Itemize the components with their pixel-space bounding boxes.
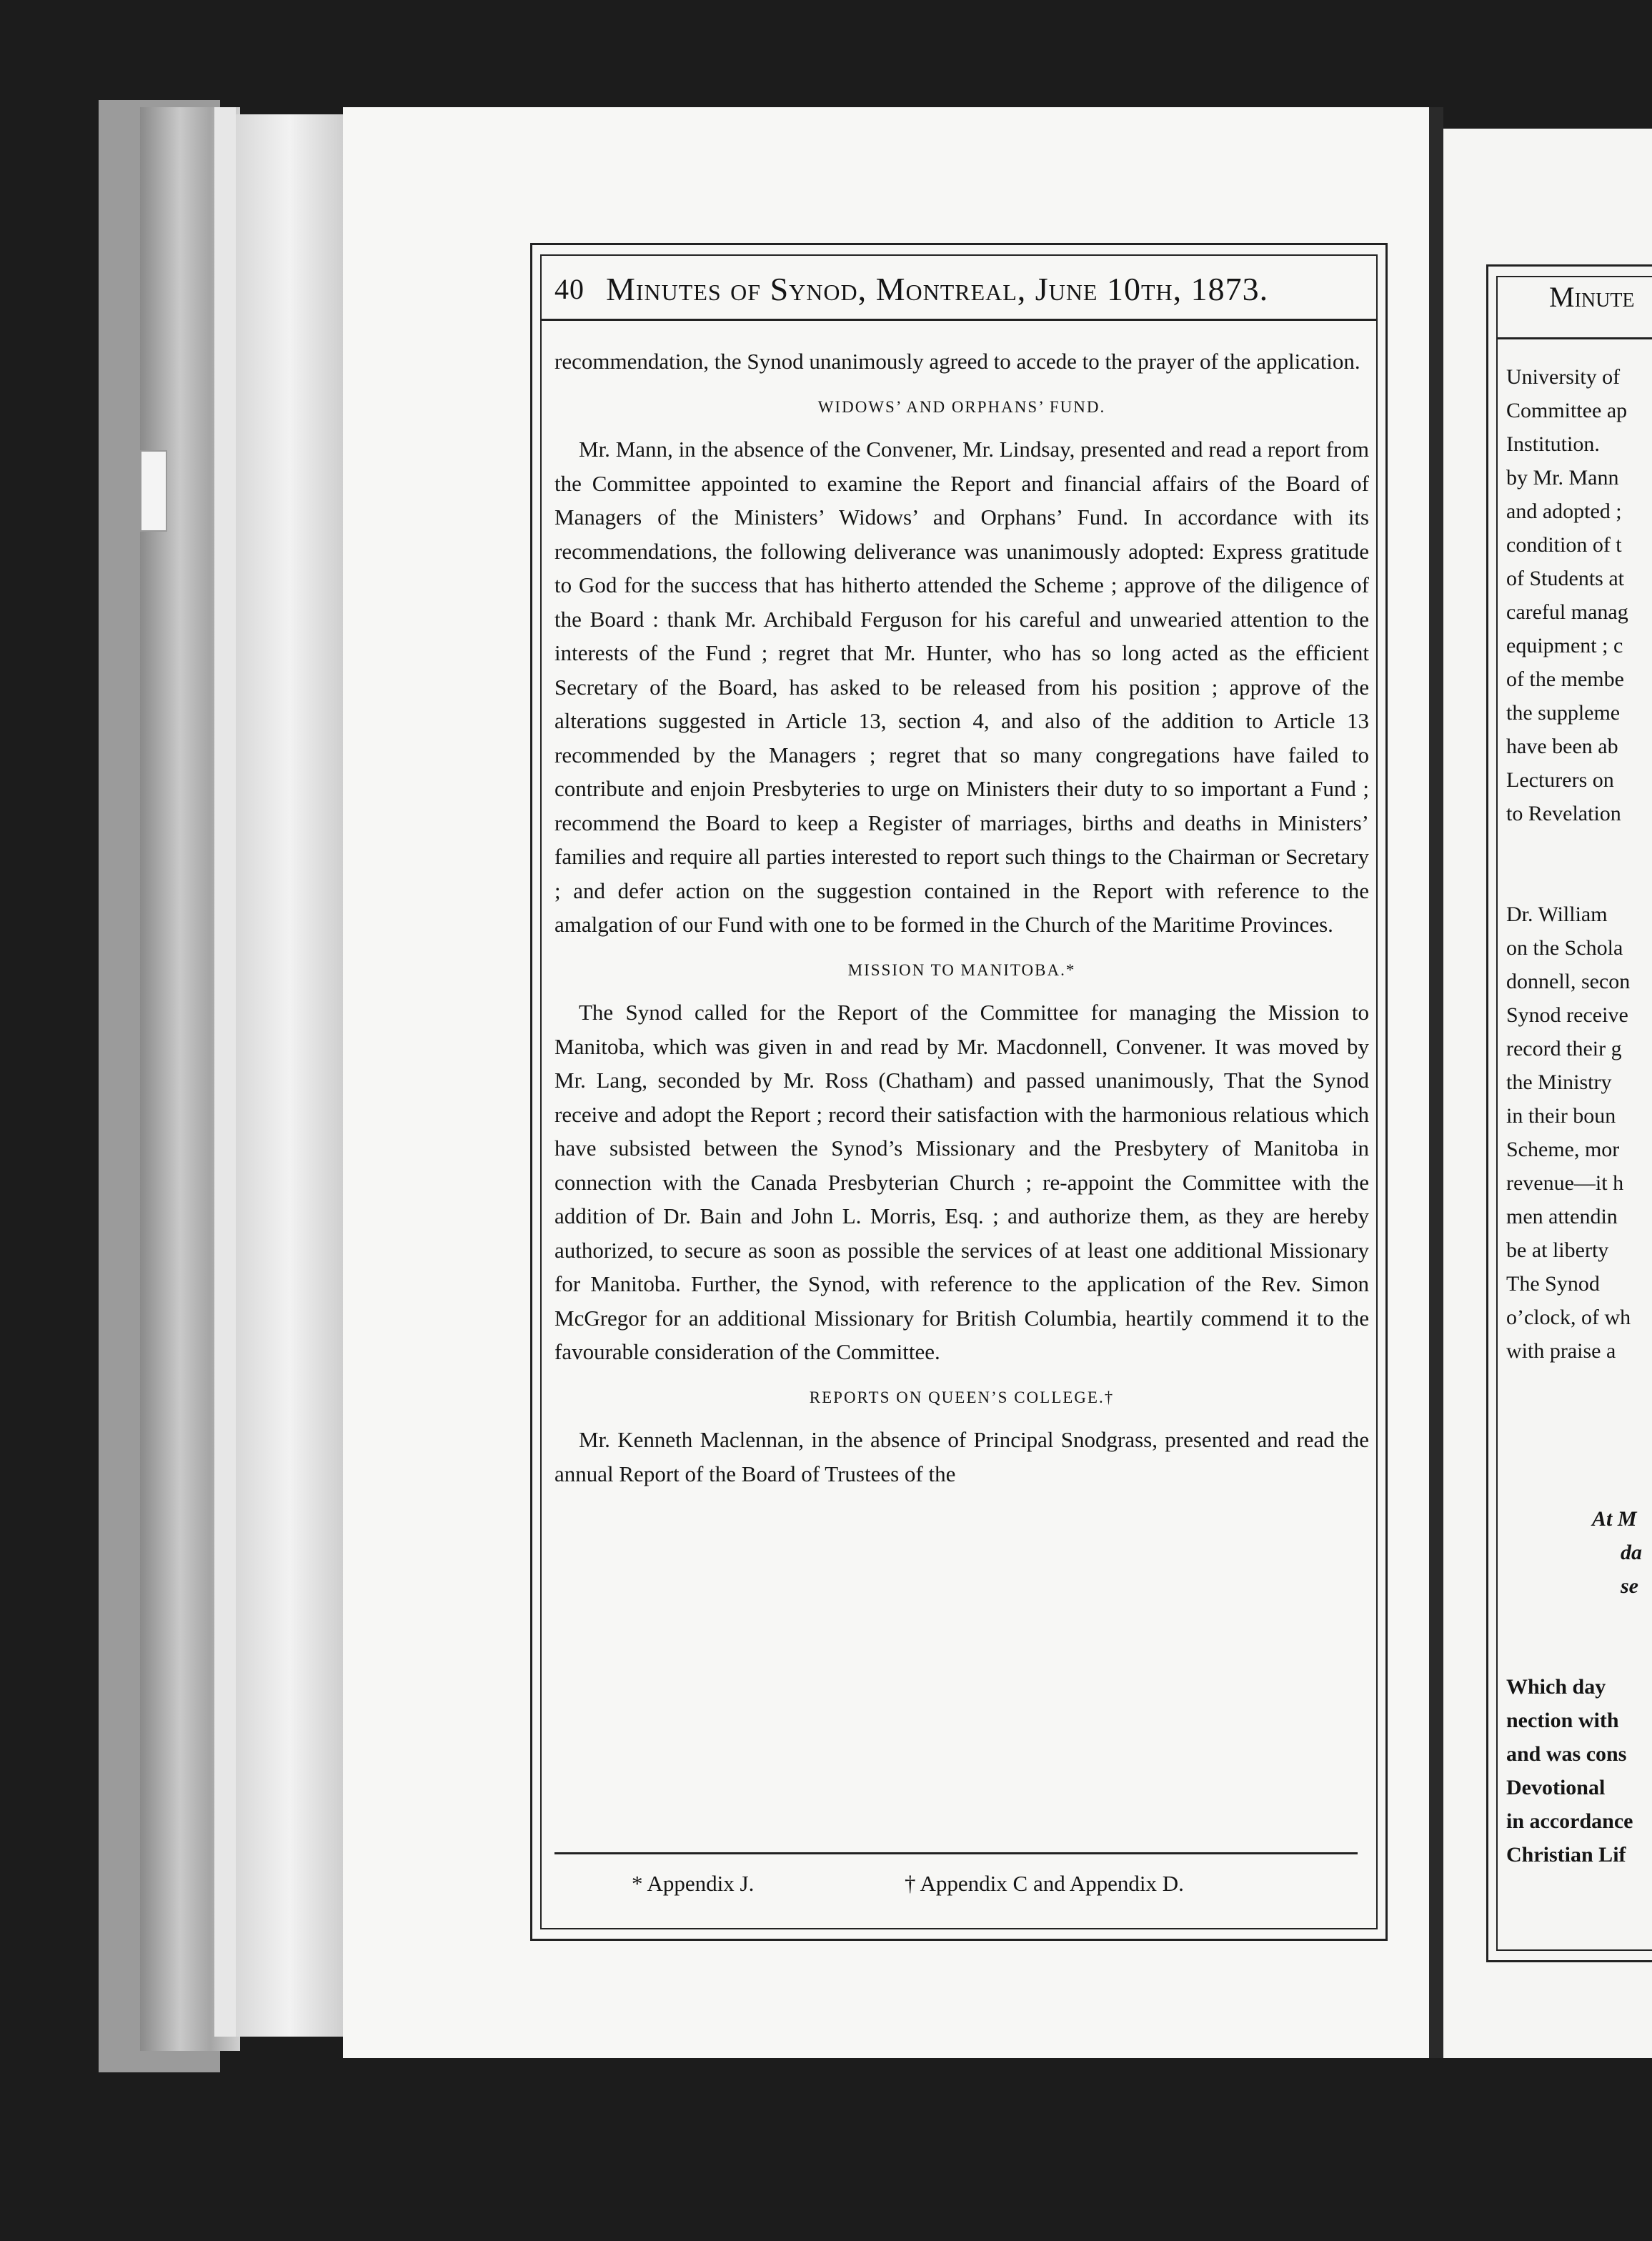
text-line: record their g (1506, 1037, 1622, 1060)
paragraph: recommendation, the Synod unanimously agreed to accede to the prayer of the application. (554, 349, 1360, 374)
page-gutter (1429, 107, 1443, 2058)
section-heading: REPORTS ON QUEEN’S COLLEGE.† (809, 1388, 1115, 1406)
adjacent-page-header: Minute (1549, 281, 1635, 313)
section-heading: MISSION TO MANITOBA.* (847, 960, 1076, 979)
page-number: 40 (554, 272, 584, 305)
text-line: by Mr. Mann (1506, 466, 1619, 490)
text-line: Which day (1506, 1675, 1606, 1699)
text-line: Lecturers on (1506, 768, 1614, 792)
footnote: * Appendix J. (632, 1871, 755, 1896)
text-line: men attendin (1506, 1205, 1618, 1228)
text-line: da (1621, 1541, 1642, 1564)
text-line: o’clock, of wh (1506, 1306, 1631, 1329)
text-line: Christian Lif (1506, 1843, 1626, 1867)
section-heading: WIDOWS’ AND ORPHANS’ FUND. (817, 397, 1106, 416)
text-line: of Students at (1506, 567, 1624, 590)
text-line: University of (1506, 365, 1621, 389)
running-header (554, 269, 1366, 309)
text-line: be at liberty (1506, 1238, 1609, 1262)
header-title: Minutes of Synod, Montreal, June 10th, 1873. (606, 270, 1269, 307)
text-line: se (1621, 1574, 1638, 1598)
text-line: of the membe (1506, 667, 1624, 691)
text-line: donnell, secon (1506, 970, 1631, 993)
text-line: revenue—it h (1506, 1171, 1624, 1195)
text-line: nection with (1506, 1709, 1619, 1732)
text-line: with praise a (1506, 1339, 1616, 1363)
text-line: on the Schola (1506, 936, 1623, 960)
text-line: Scheme, mor (1506, 1138, 1620, 1161)
text-line: Committee ap (1506, 399, 1628, 422)
footnote: † Appendix C and Appendix D. (905, 1871, 1184, 1896)
text-line: condition of t (1506, 533, 1622, 557)
text-line: Dr. William (1506, 903, 1608, 926)
adjacent-page-text (1506, 360, 1652, 1872)
text-line: Synod receive (1506, 1003, 1628, 1027)
footnote-rule (554, 1852, 1358, 1854)
paragraph: Mr. Kenneth Maclennan, in the absence of Principal Snodgrass, presented and read the annual Report of the Board of Trustees of the (554, 1427, 1369, 1486)
text-line: and was cons (1506, 1742, 1627, 1766)
book-edge-pages (214, 107, 236, 2037)
text-line: the suppleme (1506, 701, 1621, 725)
text-line: Devotional (1506, 1776, 1606, 1799)
footnotes (554, 1871, 1358, 1907)
text-line: have been ab (1506, 735, 1618, 758)
book-edge-pages (236, 114, 343, 2037)
adjacent-header-rule (1496, 337, 1652, 339)
page-tab (140, 450, 167, 532)
text-line: careful manag (1506, 600, 1628, 624)
text-line: in their boun (1506, 1104, 1616, 1128)
text-line: the Ministry (1506, 1070, 1612, 1094)
text-line: The Synod (1506, 1272, 1600, 1296)
text-line: At M (1592, 1507, 1637, 1531)
header-rule (540, 319, 1378, 321)
text-line: and adopted ; (1506, 500, 1622, 523)
text-line: equipment ; c (1506, 634, 1623, 657)
text-line: to Revelation (1506, 802, 1621, 825)
text-line: Institution. (1506, 432, 1600, 456)
page-body (554, 344, 1369, 1491)
paragraph: The Synod called for the Report of the Committee for managing the Mission to Manitoba, which was given in and read by Mr. Macdonnell, Convener. It was moved by Mr. Lang, seconded by Mr. Ross (Chatham) and passed unanimously, That the Synod receive and adopt the Report ; record their satisfaction with the harmonious relatious which have subsisted between the Synod’s Missionary and the Presbytery of Manitoba in connection with the Canada Presbyterian Church ; re-appoint the Committee with the addition of Dr. Bain and John L. Morris, Esq. ; and authorize them, as they are hereby authorized, to secure as soon as possible the services of at least one additional Missionary for Manitoba. Further, the Synod, with reference to the application of the Rev. Simon McGregor for an additional Missionary for British Columbia, heartily commend it to the favourable consideration of the Committee. (554, 1000, 1369, 1364)
paragraph: Mr. Mann, in the absence of the Convener, Mr. Lindsay, presented and read a report from the Committee appointed to examine the Report and financial affairs of the Board of Managers of the Ministers’ Widows’ and Orphans’ Fund. In accordance with its recommendations, the following deliverance was unanimously adopted: Express gratitude to God for the success that has hitherto attended the Scheme ; approve of the diligence of the Board : thank Mr. Archibald Ferguson for his careful and unwearied attention to the interests of the Fund ; regret that Mr. Hunter, who has so long acted as the efficient Secretary of the Board, has asked to be released from his position ; approve of the alterations suggested in Article 13, section 4, and also of the addition to Article 13 recommended by the Managers ; regret that so many congregations have failed to contribute and enjoin Presbyteries to urge on Ministers their duty to so important a Fund ; recommend the Board to keep a Register of marriages, births and deaths in Ministers’ families and require all parties interested to report such things to the Chairman or Secretary ; and defer action on the suggestion contained in the Report with reference to the amalgation of our Fund with one to be formed in the Church of the Maritime Provinces. (554, 437, 1369, 937)
text-line: in accordance (1506, 1809, 1633, 1833)
